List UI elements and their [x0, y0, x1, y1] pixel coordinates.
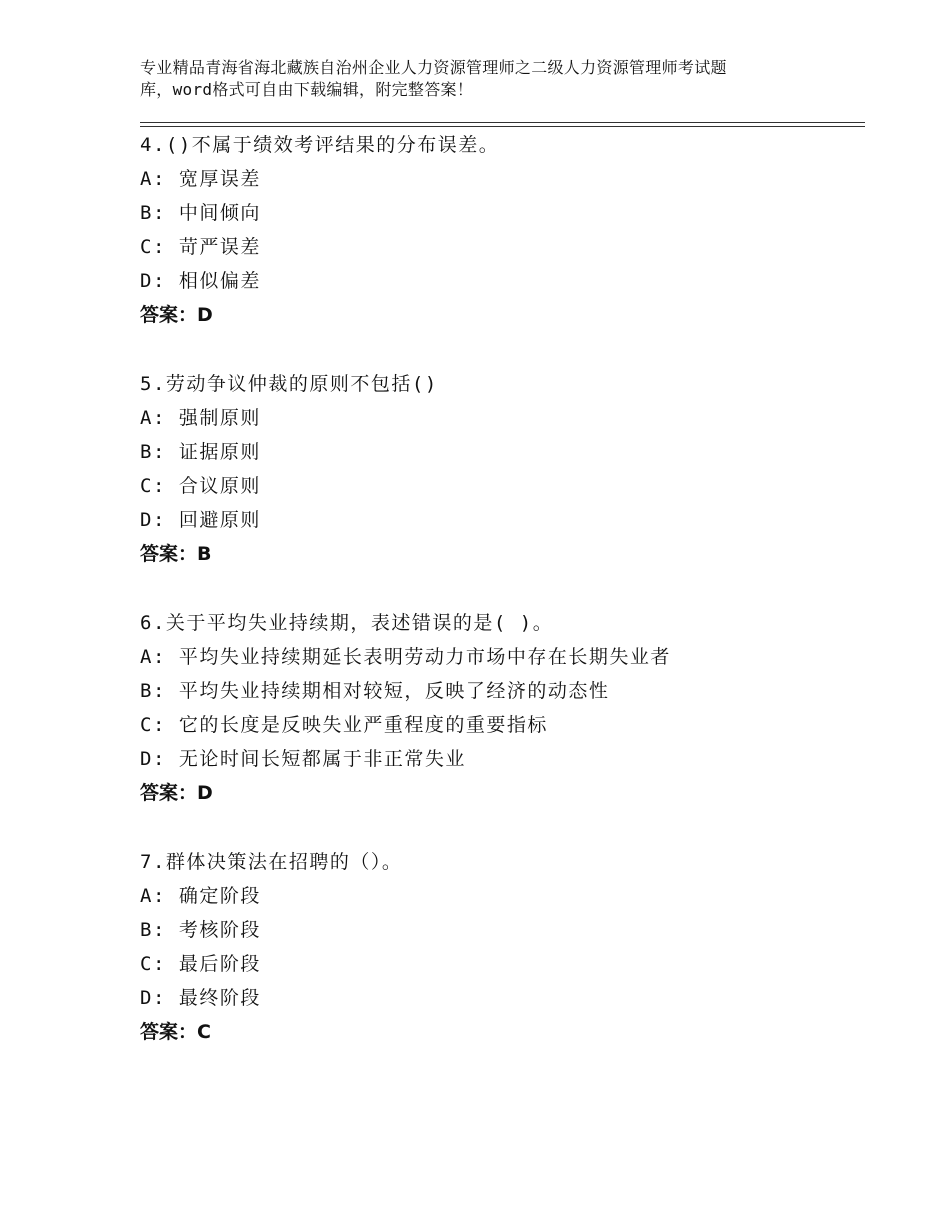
- question-7: [140, 845, 860, 1049]
- question-6: [140, 606, 860, 810]
- answer-value: B: [197, 543, 212, 565]
- answer-row: [140, 537, 860, 571]
- answer-value: D: [197, 304, 213, 326]
- question-stem: 6.关于平均失业持续期，表述错误的是( )。: [140, 612, 554, 634]
- option-a: A: 宽厚误差: [140, 168, 261, 190]
- option-a: A: 确定阶段: [140, 885, 261, 907]
- option-c: C: 合议原则: [140, 475, 261, 497]
- answer-label: 答案：: [140, 782, 198, 804]
- header-divider-thick: [140, 126, 865, 127]
- answer-row: [140, 776, 860, 810]
- answer-row: [140, 298, 860, 332]
- answer-row: [140, 1015, 860, 1049]
- question-4: [140, 128, 860, 332]
- header-line-1: 专业精品青海省海北藏族自治州企业人力资源管理师之二级人力资源管理师考试题: [140, 58, 727, 77]
- option-d: D: 相似偏差: [140, 270, 261, 292]
- option-c: C: 它的长度是反映失业严重程度的重要指标: [140, 714, 548, 736]
- option-c: C: 苛严误差: [140, 236, 261, 258]
- question-5: [140, 367, 860, 571]
- option-a: A: 平均失业持续期延长表明劳动力市场中存在长期失业者: [140, 646, 671, 668]
- option-b: B: 平均失业持续期相对较短，反映了经济的动态性: [140, 680, 610, 702]
- header-line-2: 库，word格式可自由下载编辑，附完整答案！: [140, 80, 474, 99]
- answer-label: 答案：: [140, 304, 198, 326]
- option-b: B: 考核阶段: [140, 919, 261, 941]
- question-stem: 7.群体决策法在招聘的（）。: [140, 851, 403, 873]
- option-b: B: 证据原则: [140, 441, 261, 463]
- answer-label: 答案：: [140, 1021, 198, 1043]
- option-b: B: 中间倾向: [140, 202, 261, 224]
- question-stem: 5.劳动争议仲裁的原则不包括(): [140, 373, 438, 395]
- answer-label: 答案：: [140, 543, 198, 565]
- option-d: D: 回避原则: [140, 509, 261, 531]
- answer-value: C: [197, 1021, 211, 1043]
- question-list: [140, 128, 860, 1084]
- answer-value: D: [197, 782, 213, 804]
- option-d: D: 无论时间长短都属于非正常失业: [140, 748, 466, 770]
- question-stem: 4.()不属于绩效考评结果的分布误差。: [140, 134, 500, 156]
- option-d: D: 最终阶段: [140, 987, 261, 1009]
- option-a: A: 强制原则: [140, 407, 261, 429]
- header-divider-thin: [140, 122, 865, 123]
- document-header: [140, 57, 840, 101]
- option-c: C: 最后阶段: [140, 953, 261, 975]
